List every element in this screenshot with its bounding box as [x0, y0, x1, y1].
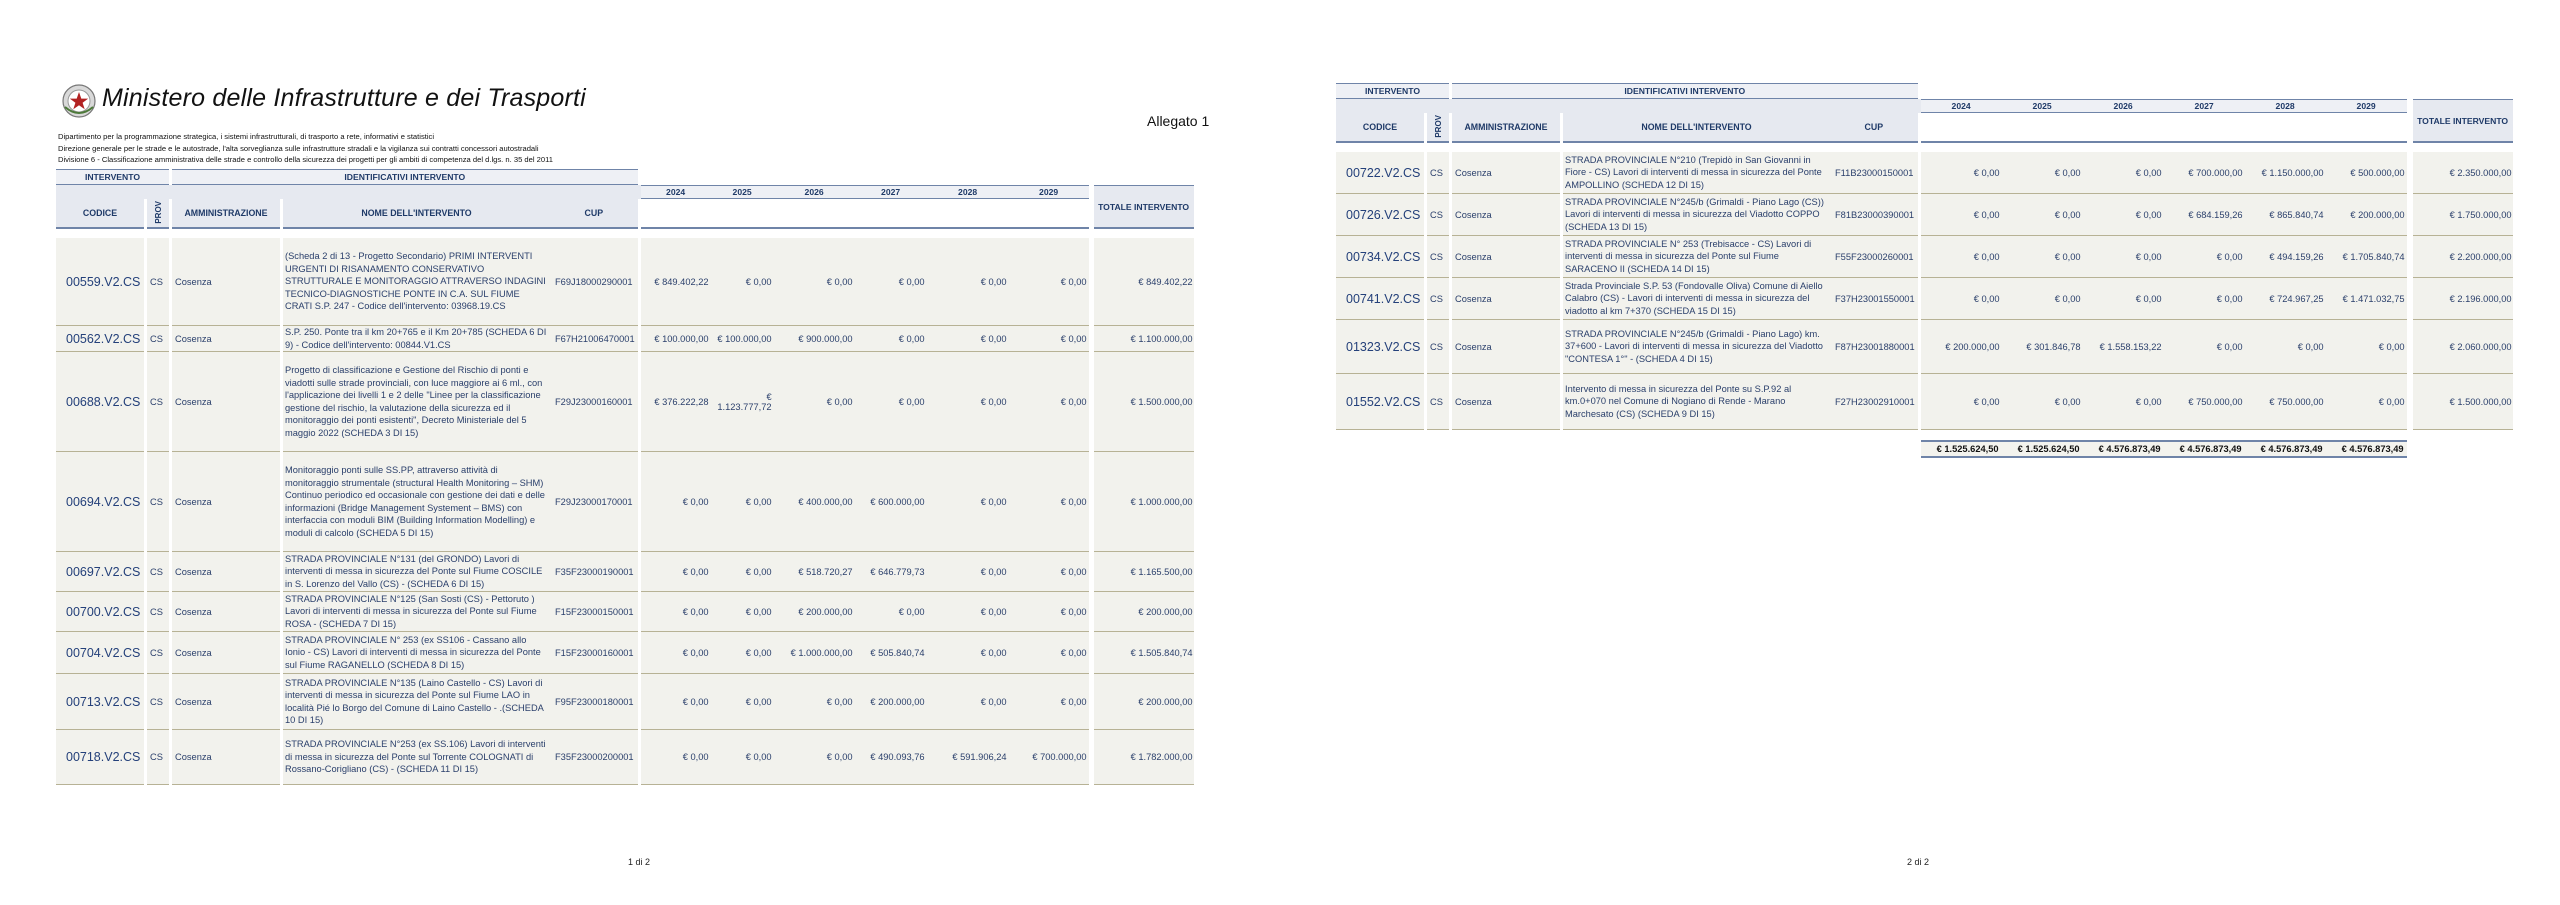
- year-amount-cell: € 0,00: [2083, 278, 2164, 320]
- prov-cell: CS: [1427, 278, 1449, 320]
- year-amount-cell: € 0,00: [927, 326, 1009, 352]
- totale-cell: € 1.500.000,00: [1094, 352, 1194, 452]
- prov-cell: CS: [147, 674, 169, 730]
- year-amount-cell: € 0,00: [774, 730, 855, 785]
- year-amount-cell: € 1.471.032,75: [2326, 278, 2407, 320]
- cup-cell: F55F23000260001: [1830, 236, 1918, 278]
- year-amount-cell: € 0,00: [1921, 194, 2002, 236]
- year-amount-cell: € 0,00: [1009, 238, 1089, 326]
- year-amount-cell: € 646.779,73: [855, 552, 927, 592]
- cup-cell: F37H23001550001: [1830, 278, 1918, 320]
- prov-cell: CS: [147, 730, 169, 785]
- nome-intervento-cell: STRADA PROVINCIALE N°245/b (Grimaldi - Piano Lago (CS)) Lavori di interventi di messa in sicurezza del Viadotto COPPO (SCHEDA 13 DI 15): [1563, 194, 1830, 236]
- header-nome: NOME DELL'INTERVENTO: [1563, 113, 1830, 143]
- nome-intervento-cell: Progetto di classificazione e Gestione del Rischio di ponti e viadotti sulle strade provinciali, con luce maggiore ai 6 ml., con l'applicazione dei livelli 1 e 2 delle "Linee per la classificazione gestione del rischio, la valutazione della sicurezza ed il monitoraggio dei ponti esistenti", Decreto Ministeriale del 5 maggio 2022 (SCHEDA 3 DI 15): [283, 352, 550, 452]
- ministry-title: Ministero delle Infrastrutture e dei Trasporti: [102, 84, 586, 112]
- codice-cell: 00726.V2.CS: [1336, 194, 1424, 236]
- prov-cell: CS: [1427, 236, 1449, 278]
- amministrazione-cell: Cosenza: [172, 632, 280, 674]
- header-identificativi: IDENTIFICATIVI INTERVENTO: [172, 169, 638, 185]
- year-amount-cell: € 0,00: [1009, 632, 1089, 674]
- codice-cell: 00734.V2.CS: [1336, 236, 1424, 278]
- table-row: [56, 632, 1194, 674]
- table-row: [56, 452, 1194, 552]
- nome-intervento-cell: Intervento di messa in sicurezza del Ponte su S.P.92 al km.0+070 nel Comune di Nogiano di Rende - Marano Marchesato (CS) (SCHEDA 9 DI 15): [1563, 374, 1830, 430]
- year-total-cell: € 4.576.873,49: [2326, 440, 2407, 458]
- nome-intervento-cell: STRADA PROVINCIALE N° 253 (ex SS106 - Cassano allo Ionio - CS) Lavori di interventi di messa in sicurezza del Ponte sul Fiume RAGANELLO (SCHEDA 8 DI 15): [283, 632, 550, 674]
- codice-cell: 00718.V2.CS: [56, 730, 144, 785]
- year-amount-cell: € 0,00: [711, 452, 774, 552]
- header-year: 2024: [1921, 99, 2002, 113]
- year-amount-cell: € 0,00: [1009, 352, 1089, 452]
- amministrazione-cell: Cosenza: [1452, 194, 1560, 236]
- nome-intervento-cell: Strada Provinciale S.P. 53 (Fondovalle Oliva) Comune di Aiello Calabro (CS) - Lavori di interventi di messa in sicurezza del viadotto al km 7+370 (SCHEDA 15 DI 15): [1563, 278, 1830, 320]
- codice-cell: 00700.V2.CS: [56, 592, 144, 632]
- year-amount-cell: € 0,00: [2326, 320, 2407, 374]
- year-amount-cell: € 518.720,27: [774, 552, 855, 592]
- year-amount-cell: € 600.000,00: [855, 452, 927, 552]
- year-amount-cell: € 0,00: [927, 674, 1009, 730]
- interventions-table-page-1: [56, 169, 1194, 785]
- year-amount-cell: € 500.000,00: [2326, 152, 2407, 194]
- allegato-label: Allegato 1: [1147, 113, 1210, 129]
- year-amount-cell: € 0,00: [2002, 236, 2083, 278]
- totale-cell: € 1.165.500,00: [1094, 552, 1194, 592]
- year-total-cell: € 4.576.873,49: [2245, 440, 2326, 458]
- year-total-cell: € 1.525.624,50: [2002, 440, 2083, 458]
- totale-cell: € 200.000,00: [1094, 592, 1194, 632]
- codice-cell: 00713.V2.CS: [56, 674, 144, 730]
- totale-cell: € 200.000,00: [1094, 674, 1194, 730]
- nome-intervento-cell: STRADA PROVINCIALE N°135 (Laino Castello - CS) Lavori di interventi di messa in sicurezza del Ponte sul Fiume LAO in località Pié lo Borgo del Comune di Laino Castello - .(SCHEDA 10 DI 15): [283, 674, 550, 730]
- table-row: [1336, 236, 2513, 278]
- year-amount-cell: € 724.967,25: [2245, 278, 2326, 320]
- cup-cell: F27H23002910001: [1830, 374, 1918, 430]
- header-year: 2026: [774, 185, 855, 199]
- year-amount-cell: € 0,00: [2083, 152, 2164, 194]
- totale-cell: € 849.402,22: [1094, 238, 1194, 326]
- totale-cell: € 2.060.000,00: [2413, 320, 2513, 374]
- table-row: [1336, 278, 2513, 320]
- year-amount-cell: € 494.159,26: [2245, 236, 2326, 278]
- header-year: 2028: [2245, 99, 2326, 113]
- amministrazione-cell: Cosenza: [1452, 236, 1560, 278]
- year-amount-cell: € 700.000,00: [1009, 730, 1089, 785]
- year-amount-cell: € 0,00: [711, 674, 774, 730]
- year-amount-cell: € 849.402,22: [641, 238, 711, 326]
- year-amount-cell: € 0,00: [2083, 374, 2164, 430]
- year-amount-cell: € 0,00: [1009, 552, 1089, 592]
- year-amount-cell: € 0,00: [927, 352, 1009, 452]
- header-nome: NOME DELL'INTERVENTO: [283, 199, 550, 229]
- year-amount-cell: € 0,00: [2245, 320, 2326, 374]
- year-amount-cell: € 0,00: [1009, 452, 1089, 552]
- year-amount-cell: € 0,00: [711, 238, 774, 326]
- codice-cell: 00741.V2.CS: [1336, 278, 1424, 320]
- amministrazione-cell: Cosenza: [172, 674, 280, 730]
- year-amount-cell: € 0,00: [927, 238, 1009, 326]
- header-year: 2028: [927, 185, 1009, 199]
- header-year: 2027: [855, 185, 927, 199]
- nome-intervento-cell: STRADA PROVINCIALE N°245/b (Grimaldi - Piano Lago) km. 37+600 - Lavori di interventi di messa in sicurezza del Viadotto "CONTESA 1°" - (SCHEDA 4 DI 15): [1563, 320, 1830, 374]
- year-amount-cell: € 900.000,00: [774, 326, 855, 352]
- amministrazione-cell: Cosenza: [172, 452, 280, 552]
- prov-cell: CS: [147, 632, 169, 674]
- department-line: Direzione generale per le strade e le autostrade, l'alta sorveglianza sulle infrastrutture stradali e la vigilanza sui contratti concessori autostradali: [58, 143, 539, 153]
- header-prov: PROV: [153, 200, 163, 224]
- header-year: 2024: [641, 185, 711, 199]
- year-amount-cell: € 0,00: [2083, 194, 2164, 236]
- year-amount-cell: € 865.840,74: [2245, 194, 2326, 236]
- amministrazione-cell: Cosenza: [1452, 278, 1560, 320]
- header-identificativi: IDENTIFICATIVI INTERVENTO: [1452, 83, 1918, 99]
- cup-cell: F35F23000200001: [550, 730, 638, 785]
- year-amount-cell: € 0,00: [2083, 236, 2164, 278]
- year-amount-cell: € 1.150.000,00: [2245, 152, 2326, 194]
- header-year: 2029: [1009, 185, 1089, 199]
- amministrazione-cell: Cosenza: [1452, 320, 1560, 374]
- year-amount-cell: € 0,00: [711, 632, 774, 674]
- page-footer: 1 di 2: [628, 857, 651, 867]
- nome-intervento-cell: S.P. 250. Ponte tra il km 20+765 e il Km 20+785 (SCHEDA 6 DI 9) - Codice dell'intervento: 00844.V1.CS: [283, 326, 550, 352]
- year-amount-cell: € 0,00: [774, 238, 855, 326]
- cup-cell: F29J23000160001: [550, 352, 638, 452]
- year-amount-cell: € 1.558.153,22: [2083, 320, 2164, 374]
- cup-cell: F95F23000180001: [550, 674, 638, 730]
- header-year: 2029: [2326, 99, 2407, 113]
- table-row: [56, 352, 1194, 452]
- table-row: [56, 730, 1194, 785]
- codice-cell: 00562.V2.CS: [56, 326, 144, 352]
- cup-cell: F69J18000290001: [550, 238, 638, 326]
- table-row: [1336, 374, 2513, 430]
- year-total-cell: € 1.525.624,50: [1921, 440, 2002, 458]
- nome-intervento-cell: STRADA PROVINCIALE N°125 (San Sosti (CS) - Pettoruto ) Lavori di interventi di messa in sicurezza del Ponte sul Fiume ROSA - (SCHEDA 7 DI 15): [283, 592, 550, 632]
- totals-row: [1336, 440, 2513, 458]
- year-amount-cell: € 0,00: [641, 452, 711, 552]
- year-amount-cell: € 505.840,74: [855, 632, 927, 674]
- header-amministrazione: AMMINISTRAZIONE: [1452, 113, 1560, 143]
- year-amount-cell: € 0,00: [1009, 592, 1089, 632]
- header-year: 2025: [711, 185, 774, 199]
- totale-cell: € 1.750.000,00: [2413, 194, 2513, 236]
- totale-cell: € 1.100.000,00: [1094, 326, 1194, 352]
- year-amount-cell: € 700.000,00: [2164, 152, 2245, 194]
- cup-cell: F81B23000390001: [1830, 194, 1918, 236]
- header-codice: CODICE: [56, 199, 144, 229]
- header-cup: CUP: [550, 199, 638, 229]
- year-amount-cell: € 200.000,00: [774, 592, 855, 632]
- totale-cell: € 1.505.840,74: [1094, 632, 1194, 674]
- department-line: Divisione 6 - Classificazione amministrativa delle strade e controllo della sicurezza dei progetti per gli ambiti di competenza del d.lgs. n. 35 del 2011: [58, 155, 553, 164]
- department-line: Dipartimento per la programmazione strategica, i sistemi infrastrutturali, di trasporto a rete, informativi e statistici: [58, 132, 435, 141]
- codice-cell: 01323.V2.CS: [1336, 320, 1424, 374]
- year-amount-cell: € 200.000,00: [2326, 194, 2407, 236]
- prov-cell: CS: [147, 592, 169, 632]
- prov-cell: CS: [147, 552, 169, 592]
- year-amount-cell: € 0,00: [1921, 278, 2002, 320]
- table-row: [56, 238, 1194, 326]
- table-row: [1336, 152, 2513, 194]
- year-amount-cell: € 591.906,24: [927, 730, 1009, 785]
- header-totale: TOTALE INTERVENTO: [1094, 185, 1194, 229]
- year-amount-cell: € 0,00: [641, 632, 711, 674]
- year-amount-cell: € 100.000,00: [711, 326, 774, 352]
- year-amount-cell: € 0,00: [1921, 152, 2002, 194]
- prov-cell: CS: [1427, 194, 1449, 236]
- codice-cell: 00697.V2.CS: [56, 552, 144, 592]
- year-amount-cell: € 0,00: [711, 592, 774, 632]
- prov-cell: CS: [1427, 320, 1449, 374]
- amministrazione-cell: Cosenza: [172, 326, 280, 352]
- year-amount-cell: € 750.000,00: [2164, 374, 2245, 430]
- year-amount-cell: € 0,00: [2002, 194, 2083, 236]
- year-amount-cell: € 0,00: [1009, 674, 1089, 730]
- year-amount-cell: € 376.222,28: [641, 352, 711, 452]
- page-2: [1280, 0, 2560, 905]
- interventions-table-page-2: [1336, 83, 2513, 458]
- year-amount-cell: € 0,00: [927, 552, 1009, 592]
- year-amount-cell: € 0,00: [641, 674, 711, 730]
- year-amount-cell: € 0,00: [641, 730, 711, 785]
- emblem-icon: [61, 83, 97, 119]
- table-row: [1336, 320, 2513, 374]
- year-amount-cell: € 0,00: [641, 552, 711, 592]
- cup-cell: F15F23000160001: [550, 632, 638, 674]
- codice-cell: 00704.V2.CS: [56, 632, 144, 674]
- header-cup: CUP: [1830, 113, 1918, 143]
- year-amount-cell: € 301.846,78: [2002, 320, 2083, 374]
- prov-cell: CS: [147, 238, 169, 326]
- prov-cell: CS: [1427, 374, 1449, 430]
- codice-cell: 00694.V2.CS: [56, 452, 144, 552]
- codice-cell: 01552.V2.CS: [1336, 374, 1424, 430]
- page-footer: 2 di 2: [1907, 857, 1930, 867]
- amministrazione-cell: Cosenza: [172, 238, 280, 326]
- year-amount-cell: € 100.000,00: [641, 326, 711, 352]
- amministrazione-cell: Cosenza: [172, 552, 280, 592]
- table-row: [56, 592, 1194, 632]
- nome-intervento-cell: STRADA PROVINCIALE N° 253 (Trebisacce - CS) Lavori di interventi di messa in sicurezza del Ponte sul Fiume SARACENO II (SCHEDA 14 DI 15): [1563, 236, 1830, 278]
- year-amount-cell: € 0,00: [927, 452, 1009, 552]
- nome-intervento-cell: (Scheda 2 di 13 - Progetto Secondario) PRIMI INTERVENTI URGENTI DI RISANAMENTO CONSERVATIVO STRUTTURALE E MONITORAGGIO ATTRAVERSO INDAGINI TECNICO-DIAGNOSTICHE PONTE IN C.A. SUL FIUME CRATI S.P. 247 - Codice dell'intervento: 03968.19.CS: [283, 238, 550, 326]
- year-amount-cell: € 0,00: [2164, 320, 2245, 374]
- prov-cell: CS: [147, 452, 169, 552]
- amministrazione-cell: Cosenza: [172, 592, 280, 632]
- year-amount-cell: € 0,00: [774, 352, 855, 452]
- header-prov: PROV: [1433, 114, 1443, 138]
- header-codice: CODICE: [1336, 113, 1424, 143]
- year-amount-cell: € 0,00: [711, 730, 774, 785]
- codice-cell: 00722.V2.CS: [1336, 152, 1424, 194]
- totale-cell: € 2.200.000,00: [2413, 236, 2513, 278]
- year-amount-cell: € 750.000,00: [2245, 374, 2326, 430]
- year-total-cell: € 4.576.873,49: [2083, 440, 2164, 458]
- header-year: 2025: [2002, 99, 2083, 113]
- year-amount-cell: € 400.000,00: [774, 452, 855, 552]
- table-row: [56, 552, 1194, 592]
- year-amount-cell: € 0,00: [2164, 236, 2245, 278]
- year-amount-cell: € 0,00: [2002, 152, 2083, 194]
- year-amount-cell: € 0,00: [2164, 278, 2245, 320]
- amministrazione-cell: Cosenza: [1452, 152, 1560, 194]
- year-amount-cell: € 0,00: [855, 352, 927, 452]
- header-year: 2026: [2083, 99, 2164, 113]
- year-amount-cell: € 1.705.840,74: [2326, 236, 2407, 278]
- totale-cell: € 1.500.000,00: [2413, 374, 2513, 430]
- amministrazione-cell: Cosenza: [172, 730, 280, 785]
- year-amount-cell: € 0,00: [1921, 374, 2002, 430]
- department-lines: [58, 131, 553, 166]
- year-amount-cell: € 0,00: [927, 592, 1009, 632]
- totale-cell: € 2.350.000,00: [2413, 152, 2513, 194]
- year-amount-cell: € 490.093,76: [855, 730, 927, 785]
- year-amount-cell: € 0,00: [641, 592, 711, 632]
- year-amount-cell: € 200.000,00: [1921, 320, 2002, 374]
- header-year: 2027: [2164, 99, 2245, 113]
- nome-intervento-cell: Monitoraggio ponti sulle SS.PP, attraverso attività di monitoraggio strumentale (structural Health Monitoring – SHM) Continuo periodico ed occasionale con gestione dei dati e delle informazioni (Bridge Management Systement – BMS) con interfaccia con moduli BIM (Building Information Modelling) e moduli di calcolo (SCHEDA 5 DI 15): [283, 452, 550, 552]
- year-amount-cell: € 0,00: [1921, 236, 2002, 278]
- amministrazione-cell: Cosenza: [172, 352, 280, 452]
- year-amount-cell: € 684.159,26: [2164, 194, 2245, 236]
- header-totale: TOTALE INTERVENTO: [2413, 99, 2513, 143]
- codice-cell: 00559.V2.CS: [56, 238, 144, 326]
- table-row: [1336, 194, 2513, 236]
- nome-intervento-cell: STRADA PROVINCIALE N°253 (ex SS.106) Lavori di interventi di messa in sicurezza del Ponte sul Torrente COLOGNATI di Rossano-Corigliano (CS) - (SCHEDA 11 DI 15): [283, 730, 550, 785]
- cup-cell: F35F23000190001: [550, 552, 638, 592]
- year-amount-cell: € 0,00: [927, 632, 1009, 674]
- year-amount-cell: € 0,00: [774, 674, 855, 730]
- table-row: [56, 326, 1194, 352]
- nome-intervento-cell: STRADA PROVINCIALE N°210 (Trepidò in San Giovanni in Fiore - CS) Lavori di interventi di messa in sicurezza del Ponte AMPOLLINO (SCHEDA 12 DI 15): [1563, 152, 1830, 194]
- cup-cell: F11B23000150001: [1830, 152, 1918, 194]
- nome-intervento-cell: STRADA PROVINCIALE N°131 (del GRONDO) Lavori di interventi di messa in sicurezza del Ponte sul Fiume COSCILE in S. Lorenzo del Vallo (CS) - (SCHEDA 6 DI 15): [283, 552, 550, 592]
- year-amount-cell: € 0,00: [855, 238, 927, 326]
- totale-cell: € 2.196.000,00: [2413, 278, 2513, 320]
- year-amount-cell: € 0,00: [711, 552, 774, 592]
- year-amount-cell: € 0,00: [2002, 278, 2083, 320]
- year-amount-cell: € 0,00: [855, 592, 927, 632]
- year-amount-cell: € 0,00: [855, 326, 927, 352]
- totale-cell: € 1.000.000,00: [1094, 452, 1194, 552]
- cup-cell: F29J23000170001: [550, 452, 638, 552]
- table-row: [56, 674, 1194, 730]
- prov-cell: CS: [1427, 152, 1449, 194]
- year-total-cell: € 4.576.873,49: [2164, 440, 2245, 458]
- header-amministrazione: AMMINISTRAZIONE: [172, 199, 280, 229]
- year-amount-cell: € 0,00: [2326, 374, 2407, 430]
- codice-cell: 00688.V2.CS: [56, 352, 144, 452]
- year-amount-cell: € 1.000.000,00: [774, 632, 855, 674]
- header-intervento: INTERVENTO: [1336, 83, 1449, 99]
- prov-cell: CS: [147, 326, 169, 352]
- year-amount-cell: € 0,00: [2002, 374, 2083, 430]
- prov-cell: CS: [147, 352, 169, 452]
- amministrazione-cell: Cosenza: [1452, 374, 1560, 430]
- cup-cell: F15F23000150001: [550, 592, 638, 632]
- totale-cell: € 1.782.000,00: [1094, 730, 1194, 785]
- cup-cell: F67H21006470001: [550, 326, 638, 352]
- cup-cell: F87H23001880001: [1830, 320, 1918, 374]
- year-amount-cell: € 200.000,00: [855, 674, 927, 730]
- year-amount-cell: € 1.123.777,72: [711, 352, 774, 452]
- header-intervento: INTERVENTO: [56, 169, 169, 185]
- year-amount-cell: € 0,00: [1009, 326, 1089, 352]
